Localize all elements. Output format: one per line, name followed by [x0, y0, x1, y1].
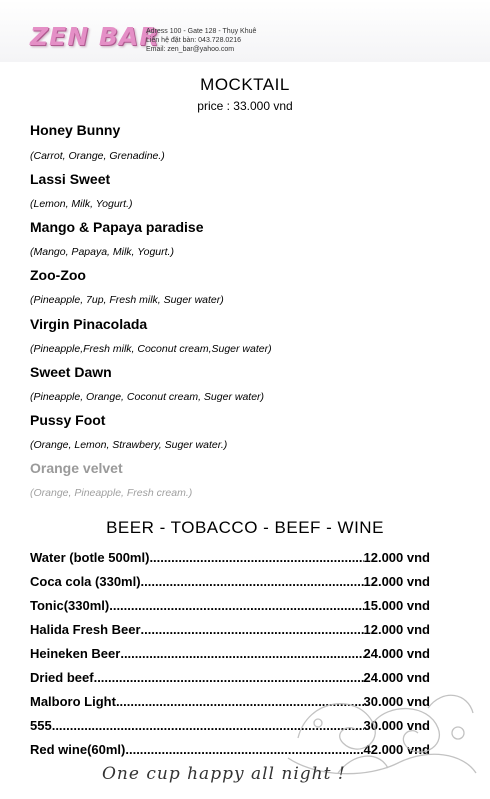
- drink-name: Pussy Foot: [30, 412, 106, 428]
- drink-name: Zoo-Zoo: [30, 267, 86, 283]
- drink-name: Mango & Papaya paradise: [30, 219, 204, 235]
- booking-phone: Liên hệ đặt bàn: 043.728.0216: [146, 37, 241, 44]
- item-price: 12.000 vnd: [363, 550, 430, 565]
- item-price: 24.000 vnd: [363, 646, 430, 661]
- drink-ingredients: (Pineapple,Fresh milk, Coconut cream,Suger water): [30, 343, 272, 355]
- item-name: Water (botle 500ml): [30, 550, 150, 565]
- item-name: Heineken Beer: [30, 646, 121, 661]
- price-row: [30, 550, 430, 566]
- item-price: 12.000 vnd: [363, 574, 430, 589]
- drink-ingredients: (Mango, Papaya, Milk, Yogurt.): [30, 246, 174, 258]
- drink-ingredients: (Orange, Pineapple, Fresh cream.): [30, 487, 193, 499]
- item-name: Tonic(330ml)....: [30, 598, 124, 613]
- email-text: Email: zen_bar@yahoo.com: [146, 46, 235, 53]
- item-name: Dried beef: [30, 670, 94, 685]
- item-price: 30.000 vnd: [363, 694, 430, 709]
- drink-ingredients: (Pineapple, Orange, Coconut cream, Suger water): [30, 391, 265, 403]
- drink-ingredients: (Pineapple, 7up, Fresh milk, Suger water): [30, 294, 224, 306]
- drink-ingredients: (Lemon, Milk, Yogurt.): [30, 198, 133, 210]
- mocktail-price: price : 33.000 vnd: [197, 99, 293, 113]
- drink-ingredients: (Orange, Lemon, Strawbery, Suger water.): [30, 439, 228, 451]
- drink-name: Sweet Dawn: [30, 364, 112, 380]
- price-row: [30, 622, 430, 638]
- mocktail-title: MOCKTAIL: [200, 75, 290, 94]
- item-name: Malboro Light: [30, 694, 116, 709]
- price-row: [30, 574, 430, 590]
- item-price: 15.000 vnd: [363, 598, 430, 613]
- contact-info: [146, 27, 256, 54]
- drink-name: Lassi Sweet: [30, 171, 111, 187]
- drink-name: Virgin Pinacolada: [30, 316, 148, 332]
- item-price: 12.000 vnd: [363, 622, 430, 637]
- item-name: Coca cola (330ml): [30, 574, 141, 589]
- item-price: 30.000 vnd: [363, 718, 430, 733]
- item-name: Halida Fresh Beer: [30, 622, 141, 637]
- item-price: 24.000 vnd: [363, 670, 430, 685]
- drink-name: Orange velvet: [30, 460, 123, 476]
- drink-ingredients: (Carrot, Orange, Grenadine.): [30, 150, 165, 162]
- beer-section-title: BEER - TOBACCO - BEEF - WINE: [106, 518, 384, 537]
- price-row: [30, 598, 430, 614]
- item-name: 555: [30, 718, 52, 733]
- footer-slogan: One cup happy all night !: [102, 764, 346, 784]
- drink-name: Honey Bunny: [30, 122, 121, 138]
- price-row: [30, 646, 430, 662]
- zen-bar-logo: ZEN BAR: [30, 22, 160, 51]
- address-text: Adress 100 - Gate 128 - Thụy Khuê: [146, 28, 257, 35]
- menu-header: [0, 0, 490, 62]
- item-name: Red wine(60ml): [30, 742, 126, 757]
- item-price: 42.000 vnd: [363, 742, 430, 757]
